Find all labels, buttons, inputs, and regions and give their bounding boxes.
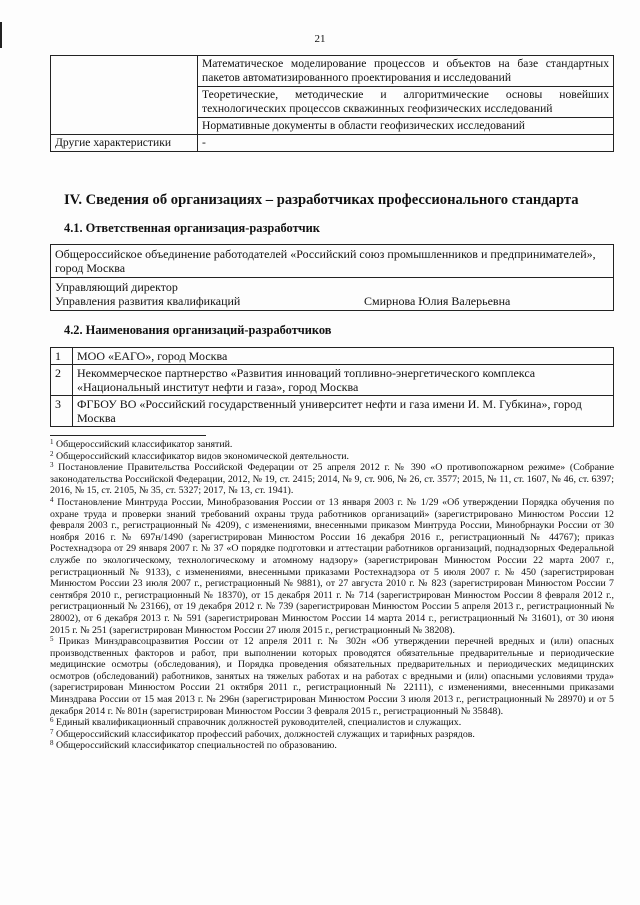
footnote-separator <box>50 435 206 436</box>
org-name: ФГБОУ ВО «Российский государственный университет нефти и газа имени И. М. Губкина», город Москва <box>73 396 614 427</box>
footnote <box>50 497 614 636</box>
table-row <box>51 396 614 427</box>
footnote <box>50 462 614 497</box>
footnote-mark: 4 <box>50 495 54 504</box>
footnote <box>50 451 614 463</box>
footnote-text: Единый квалификационный справочник должностей руководителей, специалистов и служащих. <box>55 717 462 729</box>
org-number: 1 <box>51 348 73 365</box>
other-label: Другие характеристики <box>51 135 198 152</box>
table-row <box>51 135 614 152</box>
footnote-text: Приказ Минздравсоцразвития России от 12 апреля 2011 г. № 302н «Об утверждении перечней вредных и (или) опасных производственных факторов и работ, при выполнении которых проводятся обязательные предварительные и периодические медицинские осмотры (обследования), и Порядка проведения обязательных предварительных и периодических медицинских осмотров (обследований) работников, занятых на тяжелых работах и на работах с вредными и (или) опасными условиями труда» (зарегистрирован Минюстом России 21 октября 2011 г., регистрационный № 22111), с изменениями, внесенными приказами Минздрава России от 15 мая 2013 г. № 296н (зарегистрирован Минюстом России 3 июля 2013 г., регистрационный № 28970) и от 5 декабря 2014 г. № 801н (зарегистрирован Минюстом России 3 февраля 2015 г., регистрационный № 35848). <box>50 636 615 717</box>
org-name: МОО «ЕАГО», город Москва <box>73 348 614 365</box>
footnote-text: Постановление Правительства Российской Федерации от 25 апреля 2012 г. № 390 «О противопожарном режиме» (Собрание законодательства Российской Федерации, 2012, № 19, ст. 2415; 2014, № 9, ст. 906, № 26, ст. 3577; 2015, № 11, ст. 1607, № 46, ст. 6397; 2016, № 15, ст. 2105, № 35, ст. 5327; 2017, № 13, ст. 1941). <box>50 462 615 497</box>
subsection-title-developers: 4.2. Наименования организаций-разработчиков <box>64 323 332 337</box>
footnote <box>50 729 614 741</box>
footnotes <box>50 439 614 752</box>
footnote <box>50 439 614 451</box>
table-row <box>51 348 614 365</box>
table-row <box>51 56 614 87</box>
function-cell: Нормативные документы в области геофизических исследований <box>198 118 614 135</box>
footnote <box>50 740 614 752</box>
footnote-text: Общероссийский классификатор видов экономической деятельности. <box>55 450 349 462</box>
footnote <box>50 636 614 717</box>
signatory-position: Управляющий директор <box>55 280 178 294</box>
footnote-text: Общероссийский классификатор специальностей по образованию. <box>55 740 337 752</box>
footnote-mark: 8 <box>50 739 54 748</box>
other-value: - <box>198 135 614 152</box>
section-title: IV. Сведения об организациях – разработчиках профессионального стандарта <box>64 192 579 208</box>
function-cell: Математическое моделирование процессов и объектов на базе стандартных пакетов автоматизированного проектирования и исследований <box>198 56 614 87</box>
table-row <box>51 278 614 311</box>
footnote-text: Общероссийский классификатор профессий рабочих, должностей служащих и тарифных разрядов. <box>55 728 475 740</box>
signatory-department: Управления развития квалификаций <box>55 294 241 308</box>
footnote <box>50 717 614 729</box>
table-row <box>51 365 614 396</box>
signatory-cell <box>51 278 614 311</box>
functions-table <box>50 55 614 152</box>
org-number: 2 <box>51 365 73 396</box>
subsection-title-responsible: 4.1. Ответственная организация-разработчик <box>64 221 320 235</box>
table-row <box>51 245 614 278</box>
footnote-mark: 6 <box>50 716 54 725</box>
empty-label-cell <box>51 56 198 135</box>
footnote-mark: 7 <box>50 727 54 736</box>
responsible-org-table <box>50 244 614 311</box>
footnote-mark: 2 <box>50 449 54 458</box>
footnote-mark: 1 <box>50 438 54 446</box>
responsible-org-name: Общероссийское объединение работодателей «Российский союз промышленников и предпринимателей», город Москва <box>51 245 614 278</box>
page-number: 21 <box>314 33 326 45</box>
org-number: 3 <box>51 396 73 427</box>
org-name: Некоммерческое партнерство «Развития инноваций топливно-энергетического комплекса «Национальный институт нефти и газа», город Москва <box>73 365 614 396</box>
signatory-name: Смирнова Юлия Валерьевна <box>364 294 511 308</box>
footnote-text: Постановление Минтруда России, Минобразования России от 13 января 2003 г. № 1/29 «Об утверждении Порядка обучения по охране труда и проверки знаний требований охраны труда работников организаций» (зарегистрировано Минюстом России 12 февраля 2003 г., регистрационный № 4209), с изменениями, внесенными приказом Минтруда России, Минобрнауки России от 30 ноября 2016 г. № 697н/1490 (зарегистрирован Минюстом России 16 декабря 2016 г., регистрационный № 44767); приказ Ростехнадзора от 29 января 2007 г. № 37 «О порядке подготовки и аттестации работников организаций, поднадзорных Федеральной службе по экологическому, технологическому и атомному надзору» (зарегистрирован Минюстом России 22 марта 2007 г., регистрационный № 9133), с изменениями, внесенными приказами Ростехнадзора от 5 июля 2007 г. № 450 (зарегистрирован Минюстом России 23 июля 2007 г., регистрационный № 9881), от 27 августа 2010 г. № 823 (зарегистрирован Минюстом России 7 сентября 2010 г., регистрационный № 18370), от 15 декабря 2011 г. № 714 (зарегистрирован Минюстом России 8 февраля 2012 г., регистрационный № 23166), от 19 декабря 2012 г. № 739 (зарегистрирован Минюстом России 5 апреля 2013 г., регистрационный № 28002), от 6 декабря 2013 г. № 591 (зарегистрирован Минюстом России 14 марта 2014 г., регистрационный № 31601), от 30 июня 2015 г. № 251 (зарегистрирован Минюстом России 27 июля 2015 г., регистрационный № 38208). <box>50 496 615 636</box>
developer-orgs-table <box>50 347 614 427</box>
footnote-mark: 3 <box>50 461 54 470</box>
footnote-mark: 5 <box>50 635 54 644</box>
footnote-text: Общероссийский классификатор занятий. <box>55 439 233 450</box>
function-cell: Теоретические, методические и алгоритмические основы новейших технологических процессов скважинных геофизических исследований <box>198 87 614 118</box>
